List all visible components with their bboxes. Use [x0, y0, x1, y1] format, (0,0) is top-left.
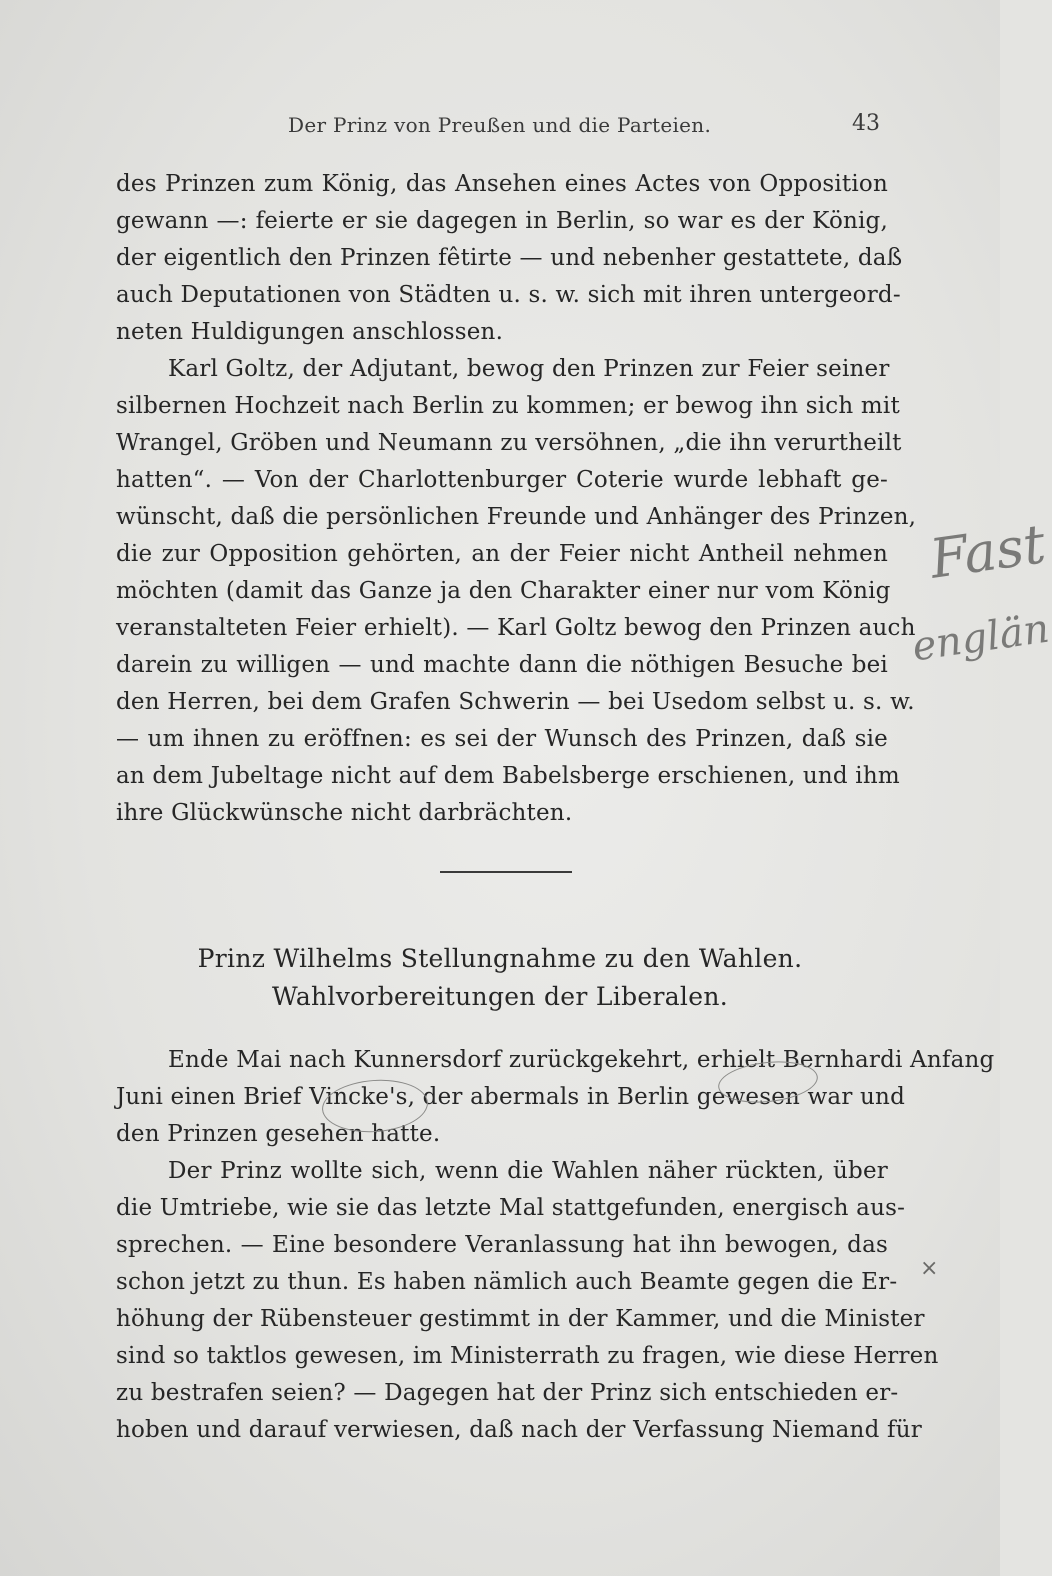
text-line: zu bestrafen seien? — Dagegen hat der Prinz sich entschieden er-	[116, 1380, 899, 1406]
text-line: Juni einen Brief Vincke's, der abermals in Berlin gewesen war und	[116, 1084, 905, 1110]
text-line: der eigentlich den Prinzen fêtirte — und nebenher gestattete, daß	[116, 245, 903, 271]
body-text-section-1	[116, 166, 917, 832]
text-line: die zur Opposition gehörten, an der Feier nicht Antheil nehmen	[116, 541, 888, 567]
text-line: höhung der Rübensteuer gestimmt in der Kammer, und die Minister	[116, 1306, 925, 1332]
text-line: an dem Jubeltage nicht auf dem Babelsberge erschienen, und ihm	[116, 763, 900, 789]
running-head: Der Prinz von Preußen und die Parteien.	[288, 113, 712, 137]
section-heading-line-2: Wahlvorbereitungen der Liberalen.	[272, 982, 728, 1011]
text-line: den Prinzen gesehen hatte.	[116, 1121, 441, 1147]
text-line: hoben und darauf verwiesen, daß nach der Verfassung Niemand für	[116, 1417, 922, 1443]
text-line: die Umtriebe, wie sie das letzte Mal stattgefunden, energisch aus-	[116, 1195, 906, 1221]
text-line: möchten (damit das Ganze ja den Charakter einer nur vom König	[116, 578, 891, 604]
text-line: schon jetzt zu thun. Es haben nämlich auch Beamte gegen die Er-	[116, 1269, 898, 1295]
pencil-cross-mark: ×	[920, 1256, 939, 1281]
text-line: silbernen Hochzeit nach Berlin zu kommen; er bewog ihn sich mit	[116, 393, 900, 419]
text-line: Wrangel, Gröben und Neumann zu versöhnen, „die ihn verurtheilt	[116, 430, 902, 456]
text-line: Der Prinz wollte sich, wenn die Wahlen näher rückten, über	[168, 1158, 888, 1184]
section-heading-line-1: Prinz Wilhelms Stellungnahme zu den Wahlen.	[197, 944, 803, 973]
text-line: — um ihnen zu eröffnen: es sei der Wunsch des Prinzen, daß sie	[116, 726, 888, 752]
text-line: ihre Glückwünsche nicht darbrächten.	[116, 800, 573, 826]
text-line: Ende Mai nach Kunnersdorf zurückgekehrt, erhielt Bernhardi Anfang	[168, 1047, 995, 1073]
text-line: sind so taktlos gewesen, im Ministerrath zu fragen, wie diese Herren	[116, 1343, 939, 1369]
text-line: gewann —: feierte er sie dagegen in Berlin, so war es der König,	[116, 208, 888, 234]
text-line: wünscht, daß die persönlichen Freunde und Anhänger des Prinzen,	[116, 504, 917, 530]
text-line: sprechen. — Eine besondere Veranlassung hat ihn bewogen, das	[116, 1232, 888, 1258]
page-number: 43	[852, 111, 880, 136]
section-divider	[440, 871, 572, 873]
body-text-section-2	[116, 1042, 995, 1449]
text-line: darein zu willigen — und machte dann die nöthigen Besuche bei	[116, 652, 888, 678]
text-line: veranstalteten Feier erhielt). — Karl Goltz bewog den Prinzen auch	[116, 615, 916, 641]
text-line: den Herren, bei dem Grafen Schwerin — bei Usedom selbst u. s. w.	[116, 689, 915, 715]
text-line: hatten“. — Von der Charlottenburger Coterie wurde lebhaft ge-	[116, 467, 888, 493]
text-line: des Prinzen zum König, das Ansehen eines Actes von Opposition	[116, 171, 888, 197]
handwritten-margin-note: Fast	[926, 512, 1050, 591]
text-line: auch Deputationen von Städten u. s. w. sich mit ihren untergeord-	[116, 282, 901, 308]
handwritten-margin-note: englän	[909, 605, 1052, 671]
text-line: Karl Goltz, der Adjutant, bewog den Prinzen zur Feier seiner	[168, 356, 890, 382]
text-line: neten Huldigungen anschlossen.	[116, 319, 504, 345]
